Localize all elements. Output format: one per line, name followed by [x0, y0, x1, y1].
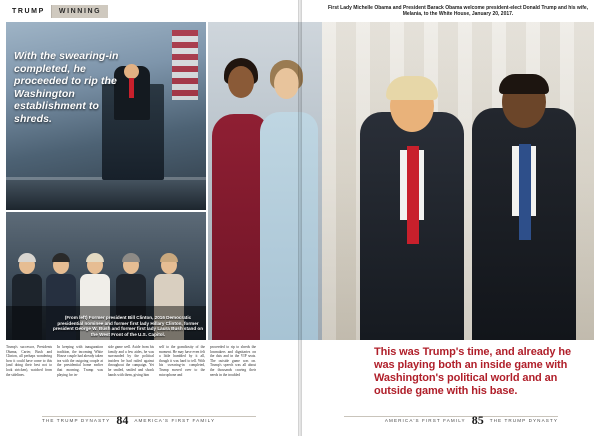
footer-right-label2: THE TRUMP DYNASTY [489, 418, 558, 423]
body-column-1: Trump's successor, Presidents Obama, Carter, Bush and Clinton, all perhaps wondering how it could have come to this (and doing their best not to look stricken), watched from the sidelines. [6, 345, 52, 377]
figure-hair [86, 253, 104, 262]
running-header-brand: TRUMP [6, 5, 51, 18]
donald-trump-figure [360, 78, 464, 340]
barack-obama-figure [472, 70, 576, 340]
crowd-shape [6, 180, 206, 210]
pull-quote: This was Trump's time, and already he was playing both an inside game with Washington's political world and an outside game with his base. [374, 346, 571, 397]
running-header [6, 5, 126, 18]
folio-right: 85 [471, 413, 484, 427]
footer-left [42, 413, 215, 428]
footer-right-label: AMERICA'S FIRST FAMILY [384, 418, 466, 423]
running-header-section: WINNING [52, 5, 108, 18]
michelle-obama-head [228, 66, 254, 98]
figure-hair [122, 253, 140, 262]
obama-hair [499, 74, 549, 94]
photo-first-ladies [208, 22, 322, 340]
photo-former-presidents [6, 212, 206, 340]
photo-quote-overlay: With the swearing-in completed, he proceeded to rip the Washington establishment to shreds. [14, 50, 119, 125]
photo-caption-white-house-welcome: First Lady Michelle Obama and President Barack Obama welcome president-elect Donald Trump and his wife, Melania, to the White House, January 20, 2017. [327, 5, 589, 18]
trump-red-tie [407, 146, 419, 244]
melania-trump-figure [260, 112, 318, 340]
body-column-4: self to the grandiosity of the moment. He may have even felt a little humbled by it all, though it was hard to tell. With his swearing-in completed, Trump moved over to the microphone and [159, 345, 205, 377]
footer-left-label: THE TRUMP DYNASTY [42, 418, 111, 423]
figure-hair [18, 253, 36, 262]
obama-blue-tie [519, 144, 531, 240]
folio-left: 84 [116, 413, 129, 427]
footer-left-label2: AMERICA'S FIRST FAMILY [134, 418, 216, 423]
flag-decoration [172, 30, 198, 100]
photo-trump-and-obama [322, 22, 594, 340]
body-column-3: side game well. Aside from his family and a few aides, he was surrounded by the political insiders he had railed against throughout the campaign. Yet he smiled, smiled and shook hands with them, giving him [108, 345, 154, 377]
footer-right [385, 413, 558, 428]
photo-caption-former-presidents: (From left) Former president Bill Clinton, 2016 Democratic presidential nominee and former first lady Hillary Clinton, former president George W. Bush and former first lady Laura Bush stand on the West Front of the U.S. Capitol. [52, 314, 204, 338]
photo-inauguration-speech [6, 22, 206, 210]
body-column-2: In keeping with inauguration tradition, the incoming White House couple had already taken tea with the outgoing couple at the presidential home earlier that morning. Trump was playing for in- [57, 345, 103, 377]
figure-hair [52, 253, 70, 262]
melania-trump-head [274, 68, 299, 99]
trump-hair [386, 76, 438, 100]
figure-hair [160, 253, 178, 262]
body-column-5: proceeded to rip to shreds the lawmakers and dignitaries on the dais and in the VIP seats. The outside game was on. Trump's speech was all about the thousands craving their needs in the troubled [210, 345, 256, 377]
